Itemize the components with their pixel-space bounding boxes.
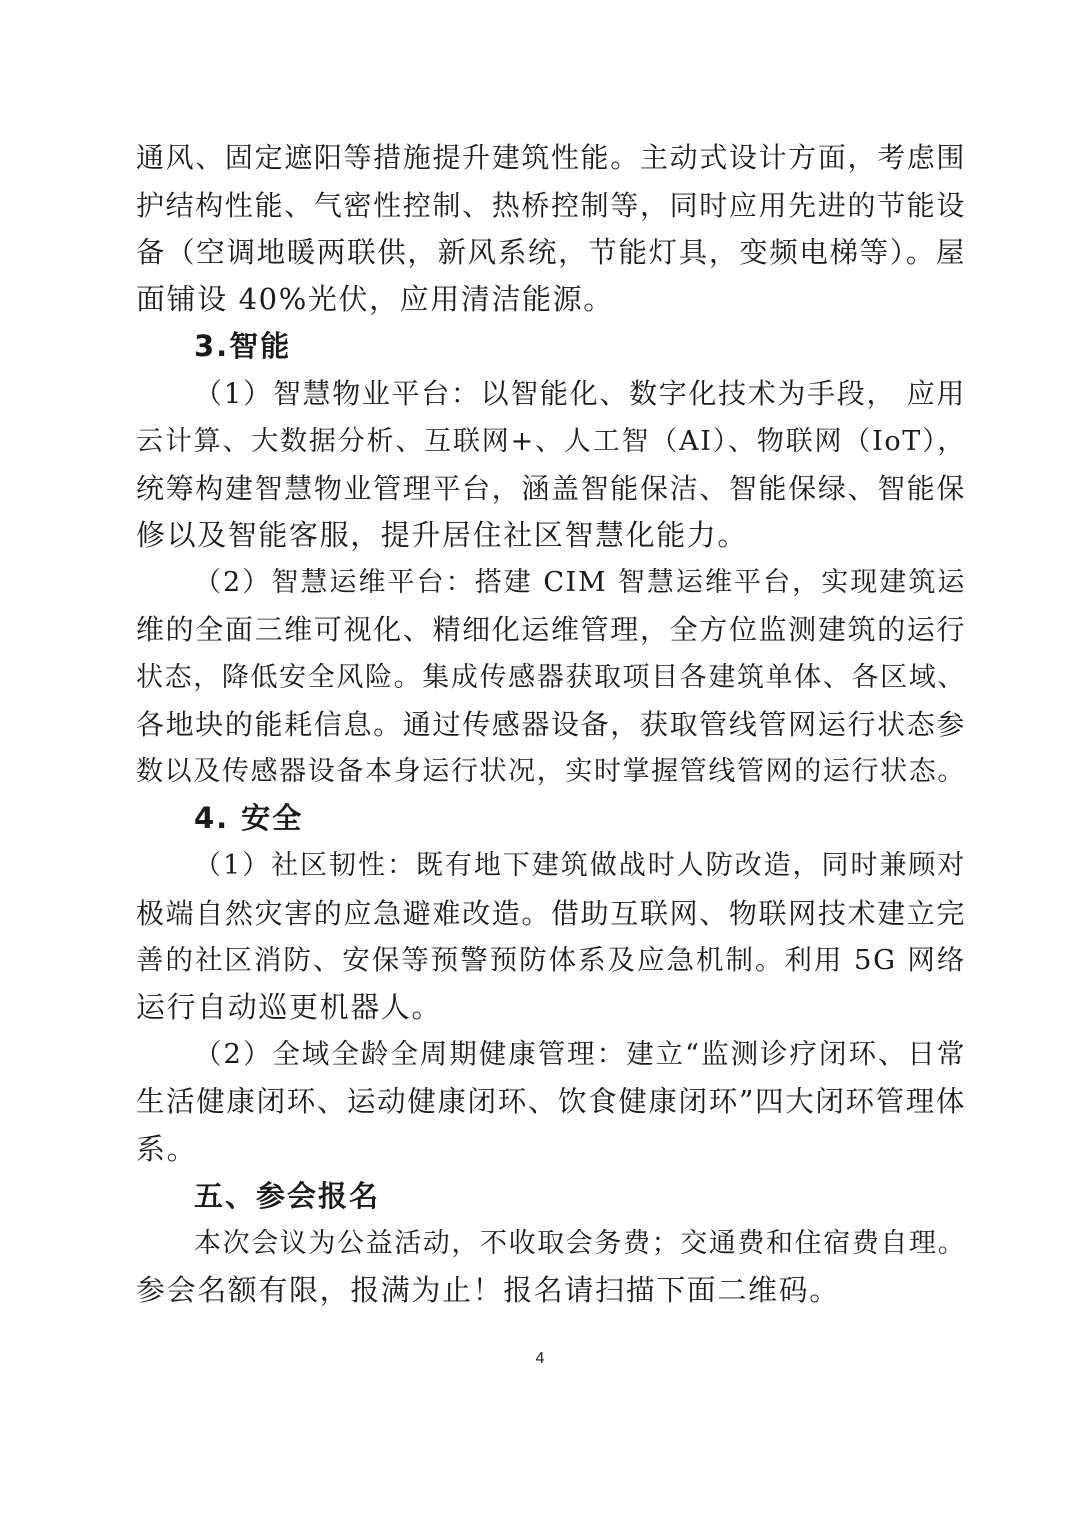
paragraph-line: 面铺设 40%光伏，应用清洁能源。	[136, 282, 614, 316]
paragraph-line: 维的全面三维可视化、精细化运维管理，全方位监测建筑的运行	[136, 613, 966, 646]
paragraph-line: （2）全域全龄全周期健康管理：建立“监测诊疗闭环、日常	[194, 1038, 966, 1070]
paragraph-line: （1）智慧物业平台：以智能化、数字化技术为手段， 应用	[194, 377, 966, 410]
paragraph-line: 善的社区消防、安保等预警预防体系及应急机制。利用 5G 网络	[136, 944, 966, 976]
paragraph-line: 通风、固定遮阳等措施提升建筑性能。主动式设计方面，考虑围	[136, 141, 966, 174]
section-heading-registration: 五、参会报名	[194, 1179, 381, 1213]
section-heading-intelligence: 3.智能	[194, 329, 292, 363]
paragraph-line: 参会名额有限，报满为止！报名请扫描下面二维码。	[136, 1273, 840, 1307]
paragraph-line: 状态，降低安全风险。集成传感器获取项目各建筑单体、各区域、	[136, 662, 966, 693]
paragraph-line: 修以及智能客服，提升居住社区智慧化能力。	[136, 518, 749, 552]
paragraph-line: （1）社区韧性：既有地下建筑做战时人防改造，同时兼顾对	[194, 850, 966, 881]
paragraph-line: 系。	[136, 1132, 198, 1166]
paragraph-line: 护结构性能、气密性控制、热桥控制等，同时应用先进的节能设	[136, 189, 966, 222]
paragraph-line: （2）智慧运维平台：搭建 CIM 智慧运维平台，实现建筑运	[194, 567, 966, 598]
paragraph-line: 极端自然灾害的应急避难改造。借助互联网、物联网技术建立完	[136, 897, 966, 930]
paragraph-line: 运行自动巡更机器人。	[136, 990, 443, 1024]
paragraph-line: 数以及传感器设备本身运行状况，实时掌握管线管网的运行状态。	[136, 756, 966, 787]
paragraph-line: 统筹构建智慧物业管理平台，涵盖智能保洁、智能保绿、智能保	[136, 472, 966, 505]
page-number: 4	[535, 1350, 545, 1367]
paragraph-line: 本次会议为公益活动，不收取会务费；交通费和住宿费自理。	[194, 1228, 967, 1259]
paragraph-line: 生活健康闭环、运动健康闭环、饮食健康闭环”四大闭环管理体	[136, 1085, 966, 1118]
paragraph-line: 各地块的能耗信息。通过传感器设备，获取管线管网运行状态参	[136, 708, 966, 741]
paragraph-line: 云计算、大数据分析、互联网+、人工智（AI）、物联网（IoT），	[136, 426, 966, 457]
section-heading-safety: 4. 安全	[194, 801, 304, 835]
paragraph-line: 备（空调地暖两联供，新风系统，节能灯具，变频电梯等）。屋	[136, 236, 966, 269]
